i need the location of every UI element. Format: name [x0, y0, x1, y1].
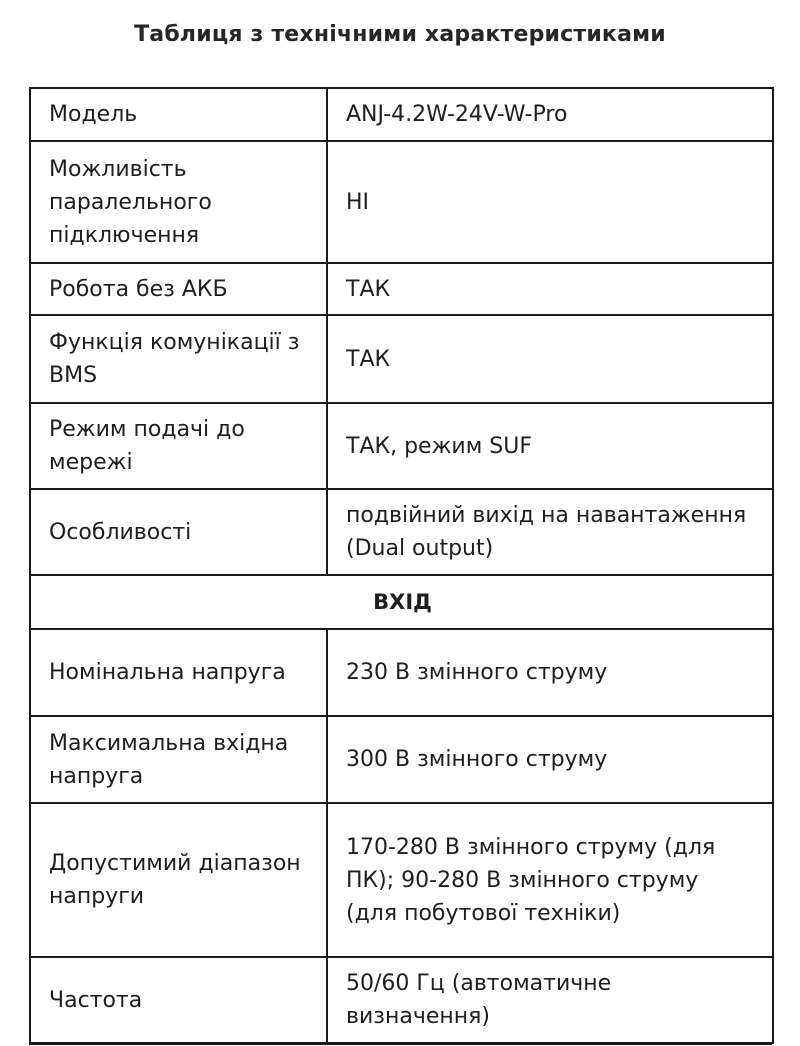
row-label: Частота [30, 957, 327, 1043]
table-row [30, 263, 773, 315]
table-row [30, 88, 773, 141]
row-value: подвійний вихід на навантаження (Dual output) [327, 489, 773, 575]
table-row [30, 716, 773, 803]
row-label: Можливість паралельного підключення [30, 141, 327, 263]
row-label: Номінальна напруга [30, 629, 327, 716]
row-value: ANJ-4.2W-24V-W-Pro [327, 88, 773, 141]
table-row [30, 629, 773, 716]
specs-table [29, 87, 774, 1044]
row-value: ТАК, режим SUF [327, 403, 773, 489]
row-label: Допустимий діапазон напруги [30, 803, 327, 957]
table-row [30, 315, 773, 403]
row-label: Функція комунікації з BMS [30, 315, 327, 403]
row-value: 170-280 В змінного струму (для ПК); 90-280 В змінного струму (для побутової техніки) [327, 803, 773, 957]
row-value: ТАК [327, 315, 773, 403]
row-value: НІ [327, 141, 773, 263]
row-label: Максимальна вхідна напруга [30, 716, 327, 803]
row-value: 50/60 Гц (автоматичне визначення) [327, 957, 773, 1043]
row-value: 300 В змінного струму [327, 716, 773, 803]
table-row [30, 489, 773, 575]
row-label: Особливості [30, 489, 327, 575]
section-title: ВХІД [30, 575, 773, 629]
row-value: 230 В змінного струму [327, 629, 773, 716]
table-row [30, 141, 773, 263]
section-header-row [30, 575, 773, 629]
row-value: ТАК [327, 263, 773, 315]
row-label: Модель [30, 88, 327, 141]
table-continuation-border [29, 1043, 772, 1045]
table-row [30, 803, 773, 957]
page-title: Таблиця з технічними характеристиками [134, 22, 666, 47]
table-row [30, 403, 773, 489]
table-row [30, 957, 773, 1043]
row-label: Робота без АКБ [30, 263, 327, 315]
row-label: Режим подачі до мережі [30, 403, 327, 489]
